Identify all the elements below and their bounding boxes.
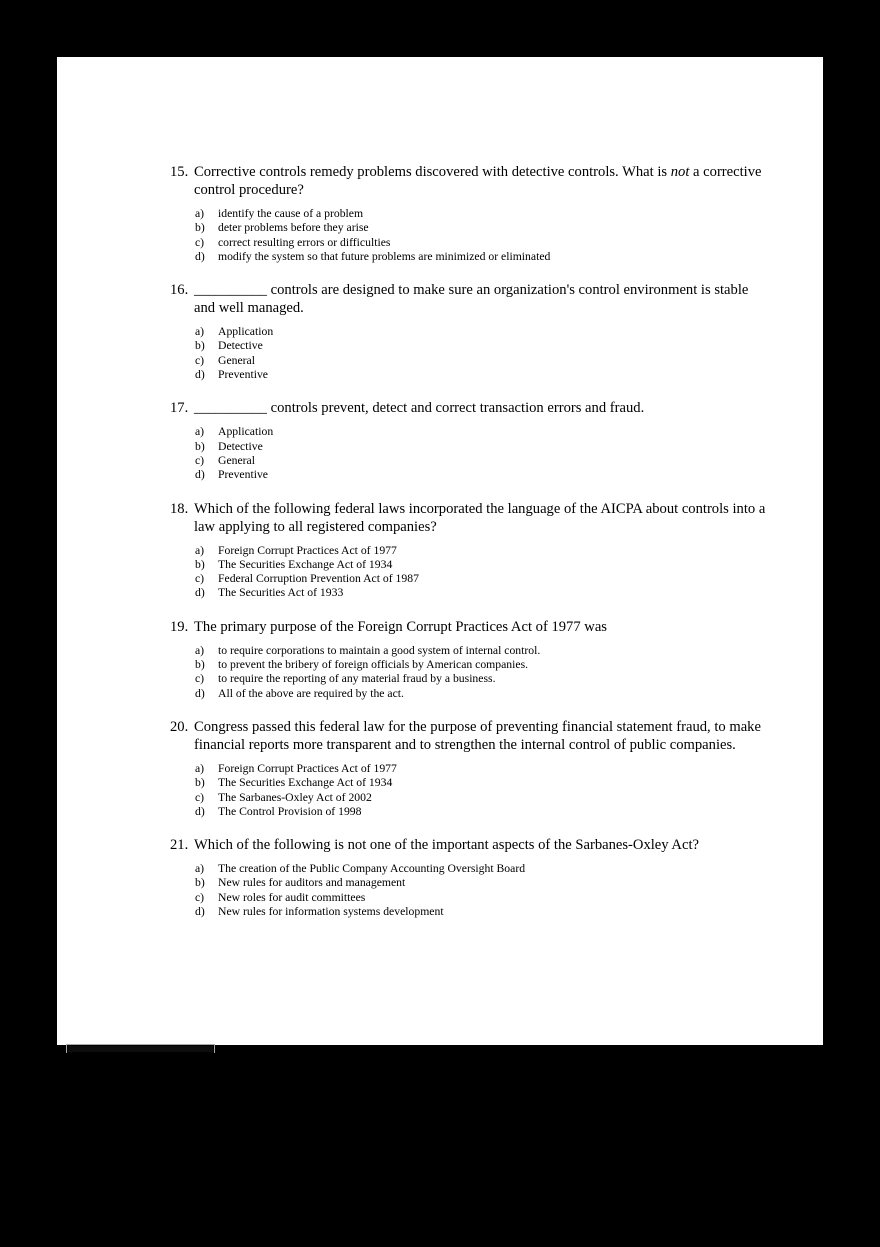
option-text: deter problems before they arise	[218, 221, 369, 235]
option-letter: b)	[195, 339, 205, 353]
question-line	[170, 618, 768, 636]
option-letter: a)	[195, 207, 205, 220]
option-text: Preventive	[218, 468, 268, 482]
option-text: Application	[218, 425, 274, 439]
answer-option	[195, 644, 768, 658]
question-text-run: The primary purpose of the Foreign Corrupt Practices Act of 1977 was	[194, 618, 607, 635]
question-block	[170, 618, 768, 701]
options-list	[195, 544, 768, 601]
question-text	[194, 500, 768, 536]
answer-option	[195, 354, 768, 368]
option-text: All of the above are required by the act.	[218, 686, 404, 700]
option-letter: b)	[195, 876, 205, 890]
option-text: modify the system so that future problems are minimized or eliminated	[218, 249, 551, 263]
options-list	[195, 425, 768, 482]
option-text: The Securities Exchange Act of 1934	[218, 776, 393, 790]
question-text-run: Which of the following is not one of the important aspects of the Sarbanes-Oxley Act?	[194, 837, 699, 854]
option-text: The Sarbanes-Oxley Act of 2002	[218, 790, 372, 804]
answer-option	[195, 762, 768, 776]
option-letter: a)	[195, 761, 205, 775]
option-text: correct resulting errors or difficulties	[218, 235, 391, 249]
question-text-run: __________ controls prevent, detect and correct transaction errors and fraud.	[194, 400, 645, 417]
answer-option	[195, 339, 768, 353]
answer-option	[195, 905, 768, 919]
option-text: The Securities Exchange Act of 1934	[218, 557, 393, 571]
question-block	[170, 399, 768, 482]
option-text: to prevent the bribery of foreign officials by American companies.	[218, 658, 529, 672]
option-text: The Securities Act of 1933	[218, 586, 344, 600]
options-list	[195, 862, 768, 919]
option-letter: d)	[195, 249, 205, 263]
option-letter: b)	[195, 439, 205, 453]
option-letter: b)	[195, 658, 205, 672]
answer-option	[195, 425, 768, 439]
question-text	[194, 163, 768, 199]
option-text: identify the cause of a problem	[218, 207, 364, 220]
option-text: Federal Corruption Prevention Act of 1987	[218, 572, 419, 586]
option-letter: d)	[195, 804, 205, 818]
question-text	[194, 281, 768, 317]
option-letter: c)	[195, 790, 205, 804]
question-block	[170, 163, 768, 264]
answer-option	[195, 325, 768, 339]
answer-option	[195, 672, 768, 686]
questions-list	[57, 57, 823, 919]
answer-option	[195, 891, 768, 905]
option-text: General	[218, 453, 255, 467]
question-text	[194, 399, 768, 417]
question-line	[170, 281, 768, 317]
question-line	[170, 500, 768, 536]
option-letter: d)	[195, 368, 205, 382]
option-letter: d)	[195, 905, 205, 919]
answer-option	[195, 791, 768, 805]
option-letter: c)	[195, 353, 205, 367]
option-text: New roles for audit committees	[218, 890, 366, 904]
option-text: Application	[218, 325, 274, 339]
answer-option	[195, 862, 768, 876]
option-text: New rules for information systems development	[218, 905, 444, 919]
option-letter: c)	[195, 890, 205, 904]
option-letter: a)	[195, 643, 205, 657]
option-letter: c)	[195, 453, 205, 467]
option-text: New rules for auditors and management	[218, 876, 406, 890]
option-letter: c)	[195, 572, 205, 586]
question-text-emphasis: not	[670, 164, 690, 180]
question-number: 21.	[170, 837, 189, 854]
question-block	[170, 836, 768, 919]
question-number: 16.	[170, 282, 189, 299]
option-text: Detective	[218, 439, 263, 453]
question-text-run: a corrective control procedure?	[194, 164, 762, 198]
answer-option	[195, 572, 768, 586]
options-list	[195, 644, 768, 701]
option-letter: a)	[195, 543, 205, 557]
question-number: 17.	[170, 400, 189, 417]
option-text: General	[218, 353, 255, 367]
answer-option	[195, 776, 768, 790]
question-text-run: __________ controls are designed to make sure an organization's control environment is stable and well managed.	[194, 282, 749, 317]
question-text	[194, 718, 768, 754]
question-text-run: Congress passed this federal law for the purpose of preventing financial statement fraud, to make financial reports more transparent and to strengthen the internal control of public companies.	[194, 718, 761, 753]
question-line	[170, 718, 768, 754]
answer-option	[195, 558, 768, 572]
options-list	[195, 207, 768, 264]
question-text-run: Corrective controls remedy problems discovered with detective controls. What is	[194, 164, 671, 180]
options-list	[195, 762, 768, 819]
answer-option	[195, 454, 768, 468]
answer-option	[195, 805, 768, 819]
option-letter: b)	[195, 557, 205, 571]
option-letter: d)	[195, 586, 205, 600]
question-block	[170, 500, 768, 601]
question-number: 15.	[170, 164, 189, 180]
partial-page-fragment	[66, 1044, 215, 1053]
option-text: to require corporations to maintain a good system of internal control.	[218, 643, 541, 657]
answer-option	[195, 440, 768, 454]
option-text: Detective	[218, 339, 263, 353]
question-text-run: Which of the following federal laws incorporated the language of the AICPA about controls into a law applying to all registered companies?	[194, 500, 766, 535]
option-text: The creation of the Public Company Accounting Oversight Board	[218, 862, 526, 876]
answer-option	[195, 221, 768, 235]
answer-option	[195, 250, 768, 264]
question-text	[194, 836, 768, 854]
answer-option	[195, 236, 768, 250]
answer-option	[195, 207, 768, 221]
option-letter: a)	[195, 425, 205, 439]
question-text	[194, 618, 768, 636]
question-block	[170, 281, 768, 382]
options-list	[195, 325, 768, 382]
question-number: 18.	[170, 500, 189, 517]
option-letter: a)	[195, 325, 205, 339]
question-line	[170, 399, 768, 417]
question-number: 20.	[170, 718, 189, 735]
option-text: to require the reporting of any material fraud by a business.	[218, 672, 496, 686]
answer-option	[195, 687, 768, 701]
option-text: The Control Provision of 1998	[218, 804, 362, 818]
question-line	[170, 163, 768, 199]
option-text: Preventive	[218, 368, 268, 382]
document-page	[57, 57, 823, 1045]
answer-option	[195, 468, 768, 482]
answer-option	[195, 876, 768, 890]
question-block	[170, 718, 768, 819]
answer-option	[195, 586, 768, 600]
option-letter: c)	[195, 672, 205, 686]
option-letter: d)	[195, 468, 205, 482]
option-text: Foreign Corrupt Practices Act of 1977	[218, 761, 397, 775]
question-number: 19.	[170, 618, 189, 635]
option-letter: b)	[195, 776, 205, 790]
answer-option	[195, 368, 768, 382]
option-letter: c)	[195, 235, 205, 249]
option-letter: a)	[195, 862, 205, 876]
answer-option	[195, 658, 768, 672]
option-letter: b)	[195, 221, 205, 235]
option-letter: d)	[195, 686, 205, 700]
answer-option	[195, 544, 768, 558]
option-text: Foreign Corrupt Practices Act of 1977	[218, 543, 397, 557]
question-line	[170, 836, 768, 854]
